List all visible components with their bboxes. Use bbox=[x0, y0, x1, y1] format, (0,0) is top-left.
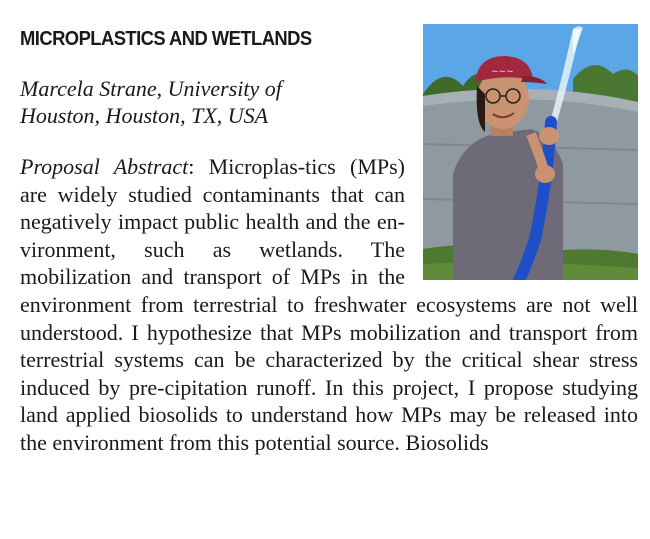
abstract-text: : Microplas-tics (MPs) are widely studied contaminants that can negatively impact public health and the en-vironment, such as wetlands. The mobilization and transport of MPs in the environment from terrestrial to freshwater ecosystems are not well understood. I hypothesize that MPs mobilization and transport from terrestrial systems can be characterized by the critical shear stress induced by pre-cipitation runoff. In this project, I propose studying land applied biosolids to understand how MPs may be released into the environment from this potential source. Biosolids bbox=[20, 154, 638, 455]
author-line-2: Houston, Houston, TX, USA bbox=[20, 103, 269, 128]
article-title: MICROPLASTICS AND WETLANDS bbox=[20, 28, 312, 50]
svg-text:~~~: ~~~ bbox=[491, 67, 514, 77]
article bbox=[20, 22, 638, 457]
abstract-label: Proposal Abstract bbox=[20, 154, 189, 179]
author-line-1: Marcela Strane, University of bbox=[20, 76, 282, 101]
researcher-photo bbox=[423, 24, 638, 280]
